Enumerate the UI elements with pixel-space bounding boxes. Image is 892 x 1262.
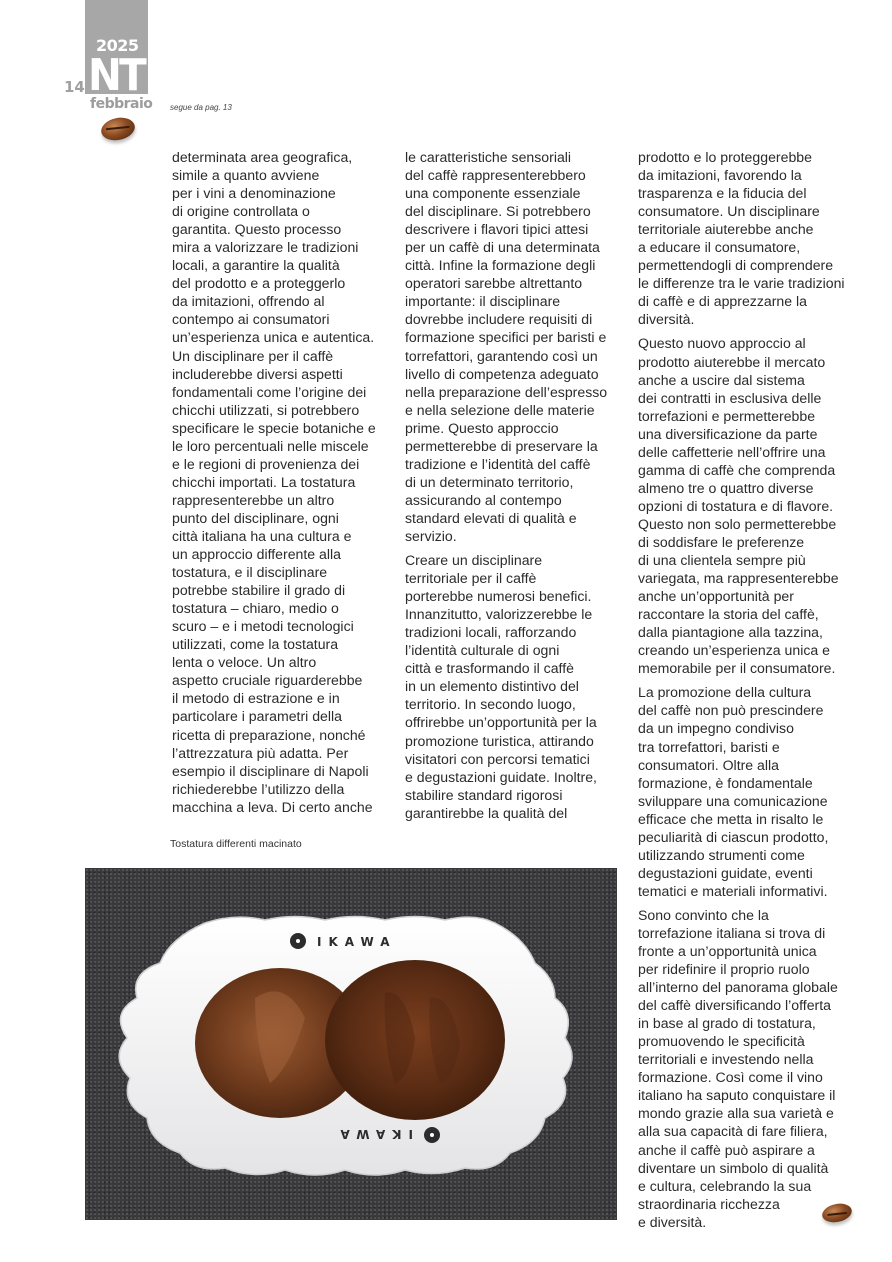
tray-brand-top: IKAWA	[317, 935, 397, 949]
coffee-tray-illustration	[85, 868, 617, 1220]
continued-from-note: segue da pag. 13	[170, 103, 232, 112]
article-column-3	[638, 148, 868, 1237]
coffee-photo	[85, 868, 617, 1220]
paragraph: La promozione della cultura del caffè non può prescindere da un impegno condiviso tra torrefattori, baristi e consumatori. Oltre alla formazione, è fondamentale sviluppare una comunicazione efficace che metta in risalto le peculiarità di ciascun prodotto, utilizzando strumenti come degustazioni guidate, eventi tematici e materiali informativi.	[638, 684, 829, 899]
paragraph: Questo nuovo approccio al prodotto aiuterebbe il mercato anche a uscire dal sistema dei contratti in esclusiva delle torrefazioni e permetterebbe una diversificazione da parte delle caffetterie nell’offrire una gamma di caffè che comprenda almeno tre o quattro diverse opzioni di tostatura e di flavore. Questo non solo permetterebbe di soddisfare le preferenze di una clientela sempre più variegata, ma rappresenterebbe anche un’opportunità per raccontare la storia del caffè, dalla piantagione alla tazzina, creando un’esperienza unica e memorabile per il consumatore.	[638, 335, 839, 677]
article-column-2	[405, 148, 630, 828]
page-number: 14	[64, 78, 85, 96]
paragraph: determinata area geografica, simile a quanto avviene per i vini a denominazione di origine controllata o garantita. Questo processo mira a valorizzare le tradizioni locali, a garantire la qualità del prodotto e a proteggerlo da imitazioni, offrendo al contempo ai consumatori un’esperienza unica e autentica. Un disciplinare per il caffè includerebbe diversi aspetti fondamentali come l’origine dei chicchi utilizzati, si potrebbero specificare le specie botaniche e le loro percentuali nelle miscele e le regioni di provenienza dei chicchi importati. La tostatura rappresenterebbe un altro punto del disciplinare, ogni città italiana ha una cultura e un approccio differente alla tostatura, e il disciplinare potrebbe stabilire il grado di tostatura – chiaro, medio o scuro – e i metodi tecnologici utilizzati, come la tostatura lenta o veloce. Un altro aspetto cruciale riguarderebbe il metodo di estrazione e in particolare i parametri della ricetta di preparazione, nonché l’attrezzatura più adatta. Per esempio il disciplinare di Napoli richiederebbe l’utilizzo della macchina a leva. Di certo anche	[172, 149, 376, 815]
issue-month: febbraio	[90, 96, 153, 112]
article-column-1	[172, 148, 397, 822]
photo-caption: Tostatura differenti macinato	[170, 838, 302, 850]
paragraph: prodotto e lo proteggerebbe da imitazioni, favorendo la trasparenza e la fiducia del consumatore. Un disciplinare territoriale aiuterebbe anche a educare il consumatore, permettendogli di comprendere le differenze tra le varie tradizioni di caffè e di apprezzarne la diversità.	[638, 149, 845, 328]
issue-year: 2025	[96, 36, 139, 55]
paragraph: Creare un disciplinare territoriale per il caffè porterebbe numerosi benefici. Innanzitutto, valorizzerebbe le tradizioni locali, rafforzando l’identità culturale di ogni città e trasformando il caffè in un elemento distintivo del territorio. In secondo luogo, offrirebbe un’opportunità per la promozione turistica, attirando visitatori con percorsi tematici e degustazioni guidate. Inoltre, stabilire standard rigorosi garantirebbe la qualità del	[405, 552, 597, 821]
magazine-logo: NT	[88, 50, 144, 101]
ground-coffee-right	[325, 960, 505, 1120]
coffee-bean-icon	[99, 115, 137, 144]
paragraph: le caratteristiche sensoriali del caffè rappresenterebbero una componente essenziale del disciplinare. Si potrebbero descrivere i flavori tipici attesi per un caffè di una determinata città. Infine la formazione degli operatori sarebbe altrettanto importante: il disciplinare dovrebbe includere requisiti di formazione specifici per baristi e torrefattori, garantendo così un livello di competenza adeguato nella preparazione dell’espresso e nella selezione delle materie prime. Questo approccio permetterebbe di preservare la tradizione e l’identità del caffè di un determinato territorio, assicurando al contempo standard elevati di qualità e servizio.	[405, 149, 608, 544]
tray-brand-bottom: IKAWA	[333, 1127, 413, 1141]
paragraph: Sono convinto che la torrefazione italiana si trova di fronte a un’opportunità unica per ridefinire il proprio ruolo all’interno del panorama globale del caffè diversificando l’offerta in base al grado di tostatura, promuovendo le specificità territoriali e investendo nella formazione. Così come il vino italiano ha saputo conquistare il mondo grazie alla sua varietà e alla sua capacità di fare filiera, anche il caffè può aspirare a diventare un simbolo di qualità e cultura, celebrando la sua straordinaria ricchezza e diversità.	[638, 906, 838, 1230]
